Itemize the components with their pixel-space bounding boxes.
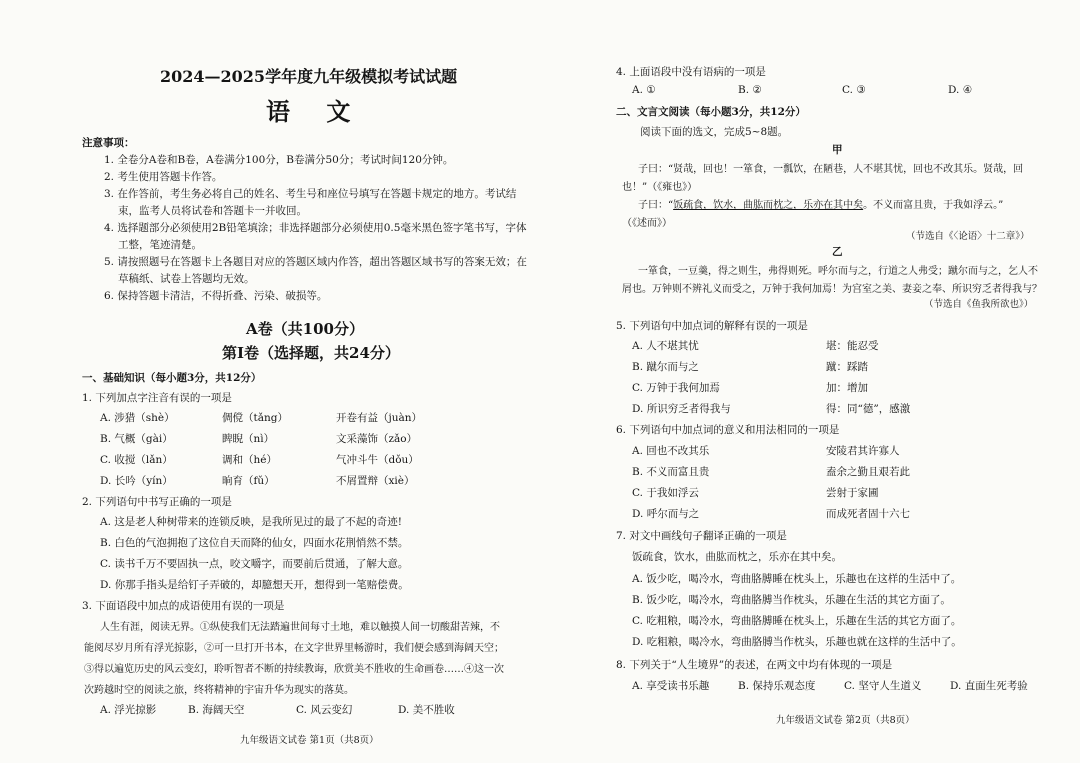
- q2-option-d[interactable]: D. 你那手指头是给钉子弄破的，却臆想天开，想得到一笔赔偿费。: [100, 579, 409, 591]
- q3-passage-line: 人生有涯，阅读无界。①纵使我们无法踏遍世间每寸土地，难以触摸人间一切酸甜苦辣，不: [100, 622, 500, 633]
- notice-line: 3. 在作答前，考生务必将自己的姓名、考生号和座位号填写在答题卡规定的地方。考试结: [104, 188, 517, 200]
- jia-text-line: （《述而》）: [622, 218, 672, 229]
- q4-option-c[interactable]: C. ③: [842, 84, 866, 96]
- jia-text-line: [638, 196, 1003, 211]
- jia-text-line: 子曰：“贤哉，回也！一箪食，一瓢饮，在陋巷，人不堪其忧，回也不改其乐。贤哉，回: [638, 164, 1024, 175]
- q2-option-c[interactable]: C. 读书千万不要固执一点，咬文嚼字，而要前后贯通，了解大意。: [100, 558, 409, 570]
- q3-option-d[interactable]: D. 美不胜收: [398, 704, 455, 716]
- notice-line: 6. 保持答题卡清洁，不得折叠、污染、破损等。: [104, 290, 328, 302]
- q5-option-d[interactable]: D. 所识穷乏者得我与: [632, 403, 731, 415]
- q1-option-b[interactable]: B. 气概（gài）: [100, 433, 173, 445]
- exam-title: 2024—2025学年度九年级模拟考试试题: [160, 67, 458, 86]
- q7-quote: 饭疏食，饮水，曲肱而枕之，乐亦在其中矣。: [632, 551, 842, 563]
- question-4-stem: 4. 上面语段中没有语病的一项是: [616, 66, 766, 78]
- notice-line: 4. 选择题部分必须使用2B铅笔填涂；非选择题部分必须使用0.5毫米黑色签字笔书写，字体: [104, 222, 527, 234]
- page-2: [540, 0, 1080, 763]
- question-1-stem: 1. 下列加点字注音有误的一项是: [82, 392, 232, 404]
- q5-option-b[interactable]: B. 蹴尔而与之: [632, 361, 699, 373]
- q1-option-a[interactable]: A. 涉猎（shè）: [100, 412, 175, 424]
- jia-text-suffix: 。不义而富且贵，于我如浮云。”: [863, 200, 1004, 211]
- q7-option-d[interactable]: D. 吃粗粮，喝冷水，弯曲胳膊当作枕头，乐趣也就在这样的生活中了。: [632, 636, 962, 648]
- q7-option-a[interactable]: A. 饭少吃，喝冷水，弯曲胳膊睡在枕头上，乐趣也在这样的生活中了。: [632, 573, 962, 585]
- notice-heading: 注意事项：: [82, 137, 135, 149]
- notice-line: 5. 请按照题号在答题卡上各题目对应的答题区域内作答，超出答题区域书写的答案无效；在: [104, 256, 527, 268]
- jia-text-line: 也！”（《雍也》）: [622, 182, 698, 193]
- q4-option-d[interactable]: D. ④: [948, 84, 973, 96]
- q6-option-d[interactable]: D. 呼尔而与之: [632, 508, 700, 520]
- q3-option-c[interactable]: C. 风云变幻: [296, 704, 353, 716]
- underlined-sentence: 饭疏食，饮水，曲肱而枕之，乐亦在其中矣: [673, 200, 864, 211]
- question-7-stem: 7. 对文中画线句子翻译正确的一项是: [616, 530, 787, 542]
- jia-text-prefix: 子曰：“: [638, 200, 674, 211]
- q8-option-d[interactable]: D. 直面生死考验: [950, 680, 1028, 692]
- q7-option-c[interactable]: C. 吃粗粮，喝冷水，弯曲胳膊睡在枕头上，乐趣在生活的其它方面了。: [632, 615, 962, 627]
- q5-explanation: 堪：能忍受: [826, 340, 879, 352]
- question-8-stem: 8. 下列关于“人生境界”的表述，在两文中均有体现的一项是: [616, 659, 893, 671]
- notice-line: 草稿纸、试卷上答题均无效。: [118, 273, 255, 285]
- q3-option-a[interactable]: A. 浮光掠影: [100, 704, 157, 716]
- q3-option-b[interactable]: B. 海阔天空: [188, 704, 245, 716]
- q1-word: 文采藻饰（zǎo）: [336, 433, 418, 445]
- q1-option-d[interactable]: D. 长吟（yín）: [100, 475, 173, 487]
- q6-compare: 安陵君其许寡人: [826, 445, 900, 457]
- q1-word: 调和（hé）: [222, 454, 277, 466]
- q6-compare: 而成死者固十六七: [826, 508, 910, 520]
- q5-explanation: 加：增加: [826, 382, 868, 394]
- text-jia-label: 甲: [832, 144, 843, 156]
- q6-option-a[interactable]: A. 回也不改其乐: [632, 445, 710, 457]
- part-1-heading: 一、基础知识（每小题3分，共12分）: [82, 372, 262, 384]
- page-footer: 九年级语文试卷 第2页（共8页）: [776, 715, 915, 726]
- notice-line: 2. 考生使用答题卡作答。: [104, 171, 223, 183]
- q5-explanation: 得：同“德”，感激: [826, 403, 911, 415]
- q1-word: 不屑置辩（xiè）: [336, 475, 415, 487]
- q6-option-b[interactable]: B. 不义而富且贵: [632, 466, 710, 478]
- q3-passage-line: 次跨越时空的阅读之旅，终将精神的宇宙升华为现实的落莫。: [84, 685, 354, 696]
- page-footer: 九年级语文试卷 第1页（共8页）: [240, 735, 379, 746]
- question-5-stem: 5. 下列语句中加点词的解释有误的一项是: [616, 320, 808, 332]
- reading-instruction: 阅读下面的选文，完成5~8题。: [640, 126, 789, 138]
- q1-word: 气冲斗牛（dǒu）: [336, 454, 419, 466]
- q6-option-c[interactable]: C. 于我如浮云: [632, 487, 699, 499]
- q1-word: 开卷有益（juàn）: [336, 412, 423, 424]
- question-3-stem: 3. 下面语段中加点的成语使用有误的一项是: [82, 600, 285, 612]
- notice-line: 工整，笔迹清楚。: [118, 239, 202, 251]
- q8-option-c[interactable]: C. 坚守人生道义: [844, 680, 922, 692]
- q1-word: 睥睨（nì）: [222, 433, 275, 445]
- section-1-heading: 第Ⅰ卷（选择题，共24分）: [222, 344, 400, 362]
- notice-line: 束，监考人员将试卷和答题卡一并收回。: [118, 205, 307, 217]
- yi-text-line: 一箪食，一豆羹，得之则生，弗得则死。呼尔而与之，行道之人弗受；蹴尔而与之，乞人不: [638, 266, 1038, 277]
- q4-option-b[interactable]: B. ②: [738, 84, 762, 96]
- section-a-heading: A卷（共100分）: [246, 320, 364, 338]
- q2-option-b[interactable]: B. 白色的气泡拥抱了这位自天而降的仙女，四面水花荆悄然不禁。: [100, 537, 409, 549]
- q5-explanation: 蹴：踩踏: [826, 361, 868, 373]
- jia-source: （节选自《〈论语〉十二章》）: [906, 231, 1030, 242]
- q3-passage-line: ③得以遍览历史的风云变幻，聆听智者不断的持续教诲，欣赏美不胜收的生命画卷……④这一次: [84, 664, 504, 675]
- q2-option-a[interactable]: A. 这是老人种树带来的连锁反映，是我所见过的最了不起的奇迹!: [100, 516, 402, 528]
- q1-word: 倜傥（tǎng）: [222, 412, 288, 424]
- q1-word: 晌育（fǔ）: [222, 475, 275, 487]
- q8-option-b[interactable]: B. 保持乐观态度: [738, 680, 816, 692]
- question-6-stem: 6. 下列语句中加点词的意义和用法相同的一项是: [616, 424, 840, 436]
- q5-option-a[interactable]: A. 人不堪其忧: [632, 340, 699, 352]
- notice-line: 1. 全卷分A卷和B卷，A卷满分100分，B卷满分50分；考试时间120分钟。: [104, 154, 454, 166]
- yi-source: （节选自《鱼我所欲也》）: [924, 299, 1034, 310]
- question-2-stem: 2. 下列语句中书写正确的一项是: [82, 496, 232, 508]
- q1-option-c[interactable]: C. 收搅（lǎn）: [100, 454, 173, 466]
- part-2-heading: 二、文言文阅读（每小题3分，共12分）: [616, 106, 806, 118]
- q3-passage-line: 能阅尽岁月所有浮光掠影，②可一旦打开书本，在文字世界里畅游时，我们便会感到海阔天空；: [84, 643, 504, 654]
- yi-text-line: 屑也。万钟则不辨礼义而受之，万钟于我何加焉！为宫室之美、妻妾之奉、所识穷乏者得我与？: [622, 284, 1042, 295]
- q6-compare: 盍余之勤且艰若此: [826, 466, 910, 478]
- q6-compare: 尝射于家圃: [826, 487, 879, 499]
- q7-option-b[interactable]: B. 饭少吃，喝冷水，弯曲胳膊当作枕头，乐趣在生活的其它方面了。: [632, 594, 951, 606]
- q5-option-c[interactable]: C. 万钟于我何加焉: [632, 382, 720, 394]
- q8-option-a[interactable]: A. 享受读书乐趣: [632, 680, 710, 692]
- subject-title: 语 文: [266, 97, 365, 126]
- q4-option-a[interactable]: A. ①: [632, 84, 656, 96]
- text-yi-label: 乙: [832, 246, 843, 258]
